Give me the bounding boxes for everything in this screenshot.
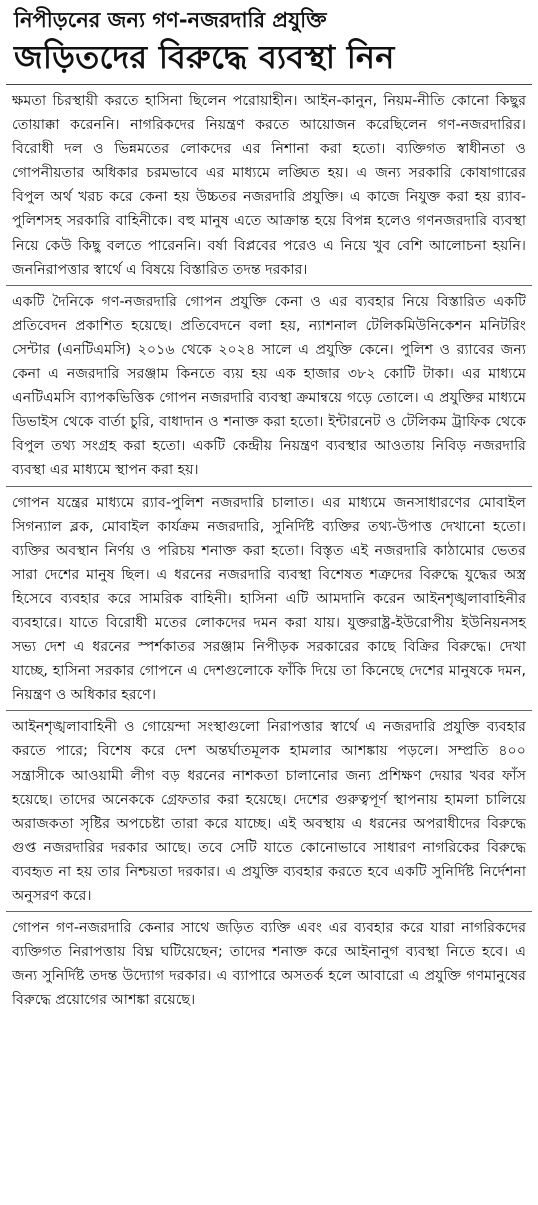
paragraph-4: আইনশৃঙ্খলাবাহিনী ও গোয়েন্দা সংস্থাগুলো নিরাপত্তার স্বার্থে এ নজরদারি প্রযুক্তি ব্যবহার করতে পারে; বিশেষ করে দেশ অন্তর্ঘাতমূলক হামলার আশঙ্কায় পড়লে। সম্প্রতি ৪০০ সন্ত্রাসীকে আওয়ামী লীগ বড় ধরনের নাশকতা চালানোর জন্য প্রশিক্ষণ দেয়ার খবর ফাঁস হয়েছে। তাদের অনেককে গ্রেফতার করা হয়েছে। দেশের গুরুত্বপূর্ণ স্থাপনায় হামলা চালিয়ে অরাজকতা সৃষ্টির অপচেষ্টা তারা করে যাচ্ছে। এই অবস্থায় এ ধরনের অপরাধীদের বিরুদ্ধে গুপ্ত নজরদারির দরকার আছে। তবে সেটি যাতে কোনোভাবে সাধারণ নাগরিকের বিরুদ্ধে ব্যবহৃত না হয় তার নিশ্চয়তা দরকার। এ প্রযুক্তি ব্যবহার করতে হবে একটি সুনির্দিষ্ট নির্দেশনা অনুসরণ করে। — [6, 715, 532, 912]
paragraph-5: গোপন গণ-নজরদারি কেনার সাথে জড়িত ব্যক্তি এবং এর ব্যবহার করে যারা নাগরিকদের ব্যক্তিগত নিরাপত্তায় বিঘ্ন ঘটিয়েছেন; তাদের শনাক্ত করে আইনানুগ ব্যবস্থা নিতে হবে। এ জন্য সুনির্দিষ্ট তদন্ত উদ্যোগ দরকার। এ ব্যাপারে অসতর্ক হলে আবারো এ প্রযুক্তি গণমানুষের বিরুদ্ধে প্রয়োগের আশঙ্কা রয়েছে। — [12, 920, 526, 1009]
kicker-headline: নিপীড়নের জন্য গণ-নজরদারি প্রযুক্তি — [14, 8, 327, 32]
headline-divider — [6, 84, 532, 85]
paragraph-2: একটি দৈনিকে গণ-নজরদারি গোপন প্রযুক্তি কেনা ও এর ব্যবহার নিয়ে বিস্তারিত একটি প্রতিবেদন প্রকাশিত হয়েছে। প্রতিবেদনে বলা হয়, ন্যাশনাল টেলিকমিউনিকেশন মনিটরিং সেন্টার (এনটিএমসি) ২০১৬ থেকে ২০২৪ সালে এ প্রযুক্তি কেনে। পুলিশ ও র‍্যাবের জন্য কেনা এ নজরদারি সরঞ্জাম কিনতে ব্যয় হয় এক হাজার ৩৮২ কোটি টাকা। এর মাধ্যমে এনটিএমসি ব্যাপকভিত্তিক গোপন নজরদারি ব্যবস্থা ক্রমান্বয়ে গড়ে তোলে। এ প্রযুক্তির মাধ্যমে ডিভাইস থেকে বার্তা চুরি, বাধাদান ও শনাক্ত করা হতো। ইন্টারনেট ও টেলিকম ট্রাফিক থেকে বিপুল তথ্য সংগ্রহ করা হতো। একটি কেন্দ্রীয় নিয়ন্ত্রণ ব্যবস্থার আওতায় নিবিড় নজরদারি ব্যবস্থা এর মাধ্যমে স্থাপন করা হয়। — [6, 290, 532, 487]
article-body — [6, 89, 532, 1015]
editorial-article — [6, 6, 532, 1019]
paragraph-1: ক্ষমতা চিরস্থায়ী করতে হাসিনা ছিলেন পরোয়াহীন। আইন-কানুন, নিয়ম-নীতি কোনো কিছুর তোয়াক্কা করেননি। নাগরিকদের নিয়ন্ত্রণ করতে আয়োজন করেছিলেন গণ-নজরদারির। বিরোধী দল ও ভিন্নমতের লোকদের এর নিশানা করা হতো। ব্যক্তিগত স্বাধীনতা ও গোপনীয়তার অধিকার চরমভাবে এর মাধ্যমে লঙ্ঘিত হয়। এ জন্য সরকারি কোষাগারের বিপুল অর্থ খরচ করে কেনা হয় উচ্চতর নজরদারি প্রযুক্তি। এ কাজে নিযুক্ত করা হয় র‍্যাব-পুলিশসহ সরকারি বাহিনীকে। বহু মানুষ এতে আক্রান্ত হয়ে বিপন্ন হলেও গণনজরদারি ব্যবস্থা নিয়ে কেউ কিছু বলতে পারেননি। বর্ষা বিপ্লবের পরেও এ নিয়ে খুব বেশি আলোচনা হয়নি। জননিরাপত্তার স্বার্থে এ বিষয়ে বিস্তারিত তদন্ত দরকার। — [6, 89, 532, 286]
paragraph-3: গোপন যন্ত্রের মাধ্যমে র‍্যাব-পুলিশ নজরদারি চালাত। এর মাধ্যমে জনসাধারণের মোবাইল সিগন্যাল ব্লক, মোবাইল কার্যক্রম নজরদারি, সুনির্দিষ্ট ব্যক্তির তথ্য-উপাত্ত দেখানো হতো। ব্যক্তির অবস্থান নির্ণয় ও পরিচয় শনাক্ত করা হতো। বিস্তৃত এই নজরদারি কাঠামোর ভেতর সারা দেশের মানুষ ছিল। এ ধরনের নজরদারি ব্যবস্থা বিশেষত শত্রুদের বিরুদ্ধে যুদ্ধের অস্ত্র হিসেবে ব্যবহার করে সামরিক বাহিনী। হাসিনা এটি আমদানি করেন আইনশৃঙ্খলাবাহিনীর ব্যবহারে। যাতে বিরোধী মতের লোকদের দমন করা যায়। যুক্তরাষ্ট্র-ইউরোপীয় ইউনিয়নসহ সভ্য দেশ এ ধরনের স্পর্শকাতর সরঞ্জাম নিপীড়ক সরকারের কাছে বিক্রির বিরুদ্ধে। দেখা যাচ্ছে, হাসিনা সরকার গোপনে এ দেশগুলোকে ফাঁকি দিয়ে তা কিনেছে দেশের মানুষকে দমন, নিয়ন্ত্রণ ও অধিকার হরণে। — [6, 491, 532, 712]
main-headline: জড়িতদের বিরুদ্ধে ব্যবস্থা নিন — [14, 38, 395, 76]
